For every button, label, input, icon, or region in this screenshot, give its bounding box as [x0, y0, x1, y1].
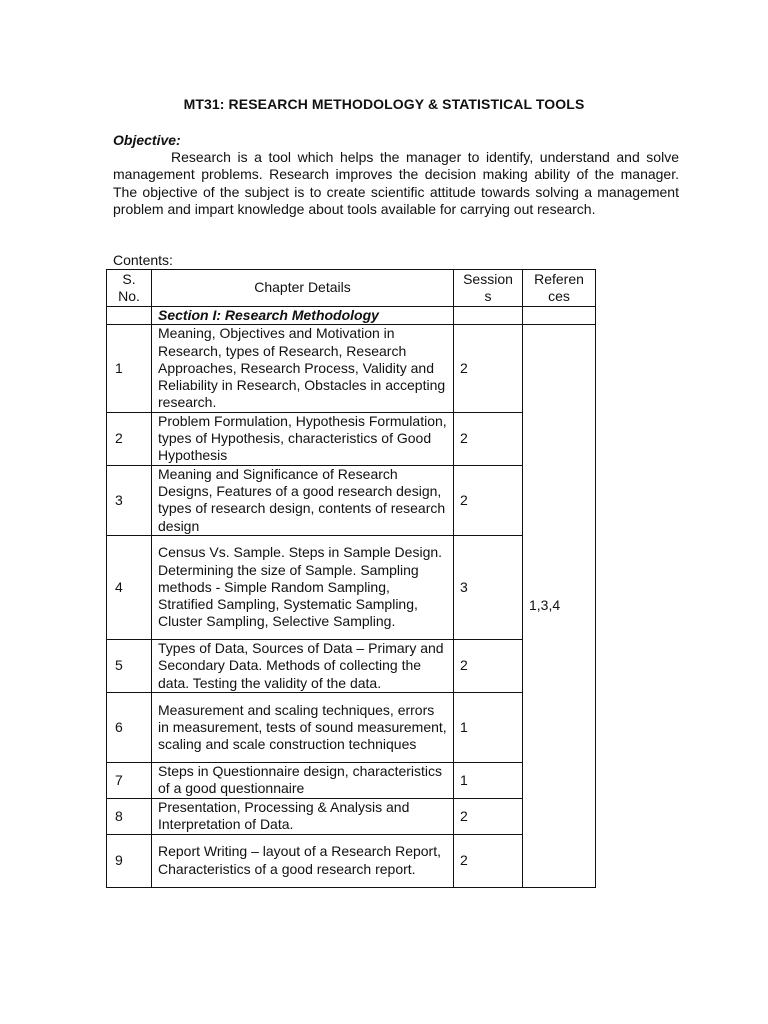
document-title: MT31: RESEARCH METHODOLOGY & STATISTICAL TOOLS — [183, 96, 585, 112]
row-chapter-details: Measurement and scaling techniques, errors in measurement, tests of sound measurement, scaling and scale construction techniques — [152, 692, 454, 762]
row-sessions: 2 — [454, 798, 523, 834]
row-sessions: 2 — [454, 465, 523, 535]
header-chapter: Chapter Details — [152, 270, 454, 307]
table-row — [107, 465, 596, 535]
row-sno: 1 — [107, 325, 152, 412]
table-row — [107, 535, 596, 639]
row-sno: 7 — [107, 762, 152, 798]
header-sno: S. No. — [107, 270, 152, 307]
header-sessions: Session s — [454, 270, 523, 307]
references-cell: 1,3,4 — [523, 325, 596, 887]
row-sno: 6 — [107, 692, 152, 762]
row-sessions: 2 — [454, 412, 523, 465]
syllabus-table — [106, 269, 596, 888]
row-sessions: 2 — [454, 834, 523, 887]
table-row — [107, 762, 596, 798]
row-sno: 5 — [107, 639, 152, 692]
row-chapter-details: Presentation, Processing & Analysis and Interpretation of Data. — [152, 798, 454, 834]
objective-heading: Objective: — [113, 132, 181, 148]
row-chapter-details: Meaning and Significance of Research Designs, Features of a good research design, types of research design, contents of research design — [152, 465, 454, 535]
row-sno: 2 — [107, 412, 152, 465]
table-header-row — [107, 270, 596, 307]
section-row — [107, 307, 596, 325]
row-sno: 4 — [107, 535, 152, 639]
row-sno: 3 — [107, 465, 152, 535]
row-chapter-details: Meaning, Objectives and Motivation in Research, types of Research, Research Approaches, Research Process, Validity and Reliability in Research, Obstacles in accepting research. — [152, 325, 454, 412]
table-row — [107, 692, 596, 762]
table-row — [107, 412, 596, 465]
section-sessions-empty — [454, 307, 523, 325]
table-row — [107, 834, 596, 887]
header-references: Referen ces — [523, 270, 596, 307]
section-title: Section I: Research Methodology — [152, 307, 454, 325]
objective-paragraph: Research is a tool which helps the manager to identify, understand and solve management problems. Research improves the decision making ability of the manager. The objective of the subject is to create scientific attitude towards solving a management problem and impart knowledge about tools available for carrying out research. — [113, 149, 679, 217]
row-chapter-details: Report Writing – layout of a Research Report, Characteristics of a good research report. — [152, 834, 454, 887]
table-row — [107, 798, 596, 834]
contents-label: Contents: — [113, 252, 173, 268]
table-row — [107, 325, 596, 412]
section-sno-empty — [107, 307, 152, 325]
section-references-empty — [523, 307, 596, 325]
row-chapter-details: Types of Data, Sources of Data – Primary and Secondary Data. Methods of collecting the data. Testing the validity of the data. — [152, 639, 454, 692]
row-sessions: 1 — [454, 692, 523, 762]
table-row — [107, 639, 596, 692]
row-chapter-details: Census Vs. Sample. Steps in Sample Design. Determining the size of Sample. Sampling methods - Simple Random Sampling, Stratified Sampling, Systematic Sampling, Cluster Sampling, Selective Sampling. — [152, 535, 454, 639]
row-sno: 9 — [107, 834, 152, 887]
row-chapter-details: Problem Formulation, Hypothesis Formulation, types of Hypothesis, characteristics of Good Hypothesis — [152, 412, 454, 465]
row-sessions: 2 — [454, 325, 523, 412]
row-sessions: 1 — [454, 762, 523, 798]
row-sessions: 2 — [454, 639, 523, 692]
row-sno: 8 — [107, 798, 152, 834]
row-sessions: 3 — [454, 535, 523, 639]
row-chapter-details: Steps in Questionnaire design, characteristics of a good questionnaire — [152, 762, 454, 798]
